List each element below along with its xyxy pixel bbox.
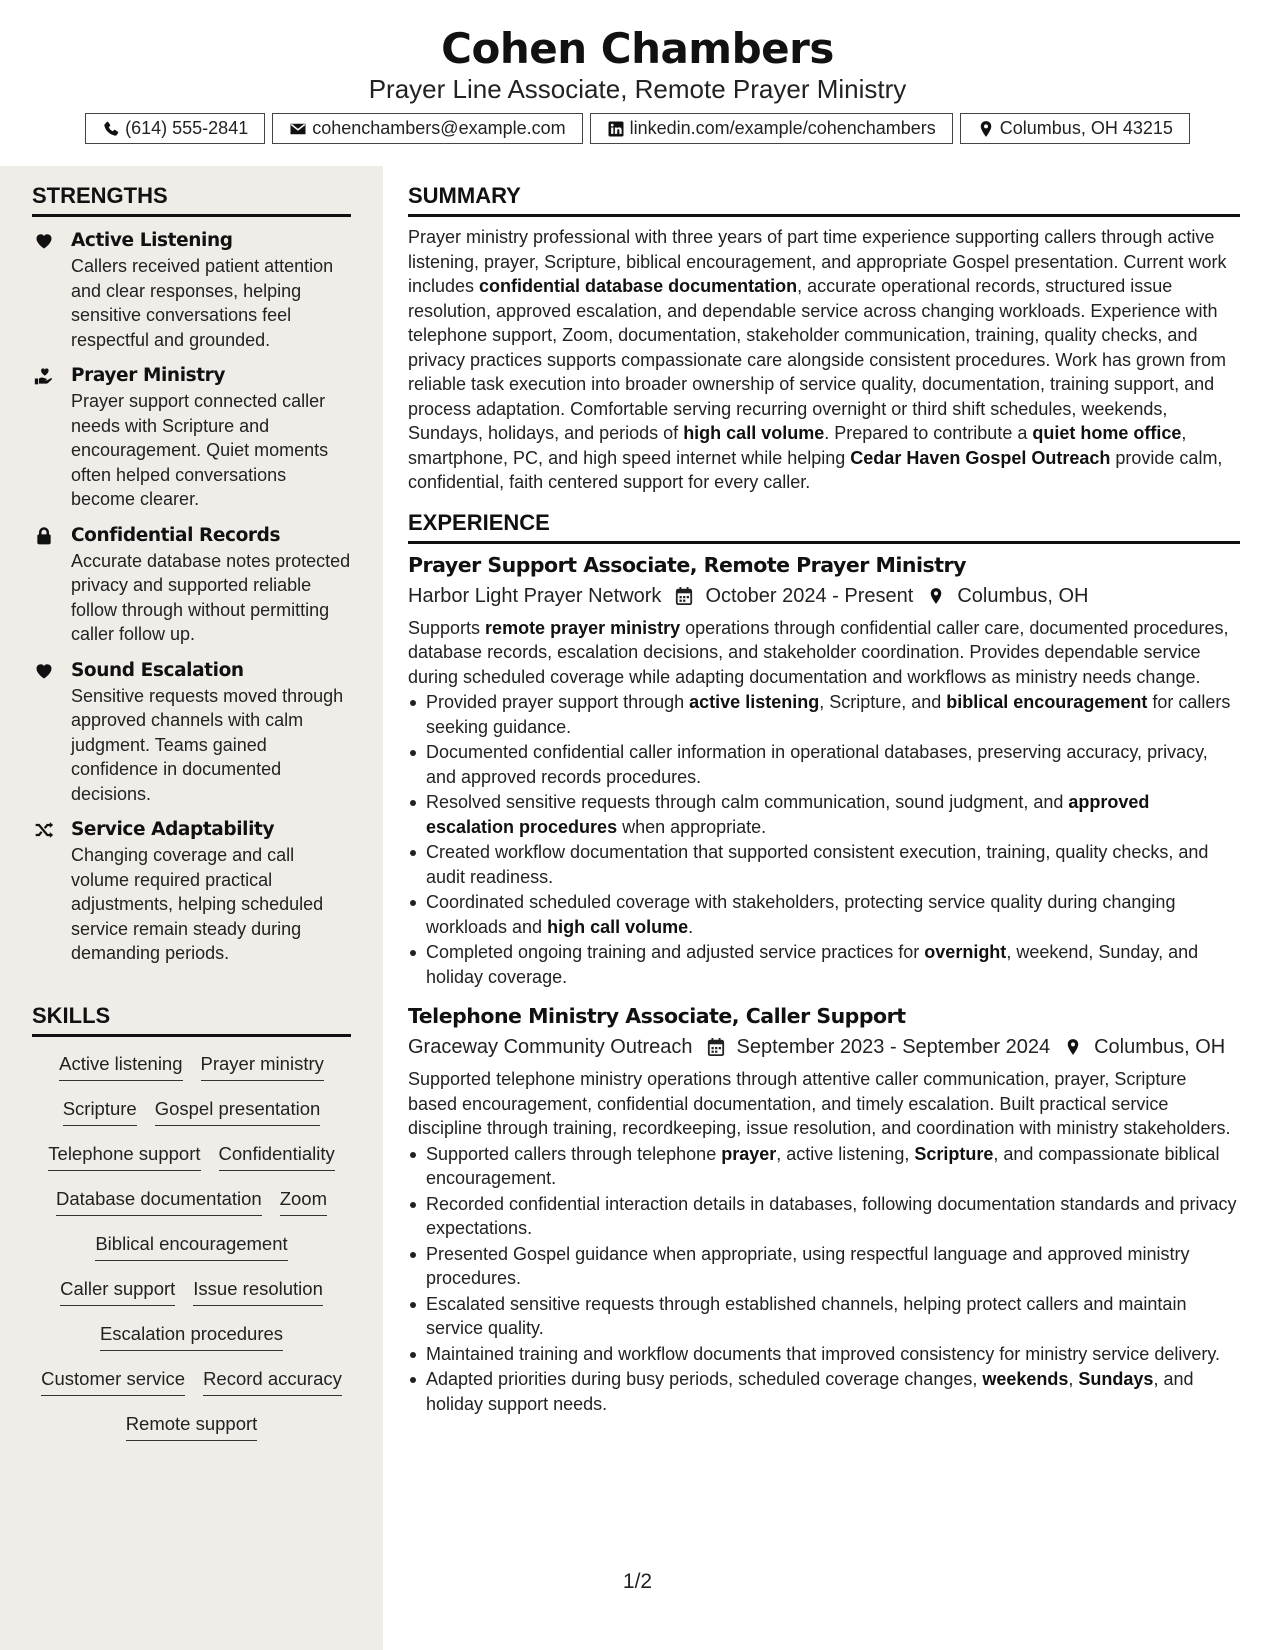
skill-row bbox=[32, 1186, 351, 1231]
strength-title: Confidential Records bbox=[71, 524, 281, 546]
skill-tag: Customer service bbox=[41, 1366, 185, 1396]
job-org: Harbor Light Prayer Network bbox=[408, 584, 662, 607]
skill-tag: Confidentiality bbox=[219, 1141, 335, 1171]
job-title: Telephone Ministry Associate, Caller Support bbox=[408, 1004, 906, 1028]
job-bullet: Presented Gospel guidance when appropriate, using respectful language and approved ministry procedures. bbox=[408, 1242, 1240, 1291]
skill-tag: Issue resolution bbox=[193, 1276, 323, 1306]
email-text: cohenchambers@example.com bbox=[312, 118, 566, 138]
job-entry bbox=[408, 1001, 1240, 1416]
job-org: Graceway Community Outreach bbox=[408, 1036, 693, 1058]
linkedin-text: linkedin.com/example/cohenchambers bbox=[629, 118, 936, 138]
candidate-headline: Prayer Line Associate, Remote Prayer Ministry bbox=[368, 74, 907, 104]
experience-heading: EXPERIENCE bbox=[408, 509, 1240, 544]
resume-header bbox=[0, 0, 1275, 166]
skill-tag: Telephone support bbox=[48, 1141, 200, 1171]
skill-row bbox=[32, 1051, 351, 1096]
envelope-icon bbox=[289, 120, 307, 138]
skill-tag: Gospel presentation bbox=[155, 1096, 321, 1126]
skill-tag: Escalation procedures bbox=[100, 1321, 283, 1351]
job-dates: October 2024 - Present bbox=[705, 584, 914, 607]
skill-row bbox=[32, 1321, 351, 1366]
skill-tag: Record accuracy bbox=[203, 1366, 342, 1396]
skill-tag: Scripture bbox=[63, 1096, 137, 1126]
heart-icon bbox=[34, 661, 54, 681]
job-bullets bbox=[408, 690, 1240, 989]
job-description: Supports remote prayer ministry operations through confidential caller care, documented procedures, database records, escalation decisions, and stakeholder coordination. Provides dependable service during scheduled coverage while adapting documentation and workflows as ministry needs change. bbox=[408, 617, 1229, 687]
strength-item bbox=[32, 523, 351, 647]
job-bullet: Maintained training and workflow documents that improved consistency for ministry service delivery. bbox=[408, 1342, 1240, 1367]
job-bullet: Supported callers through telephone prayer, active listening, Scripture, and compassionate biblical encouragement. bbox=[408, 1142, 1240, 1191]
job-bullet: Resolved sensitive requests through calm communication, sound judgment, and approved escalation procedures when appropriate. bbox=[408, 790, 1240, 839]
job-bullet: Adapted priorities during busy periods, scheduled coverage changes, weekends, Sundays, and holiday support needs. bbox=[408, 1367, 1240, 1416]
hand-holding-heart-icon bbox=[34, 366, 54, 386]
strength-item bbox=[32, 817, 351, 966]
calendar-icon bbox=[675, 586, 693, 606]
job-bullets bbox=[408, 1142, 1240, 1417]
skill-tag: Remote support bbox=[126, 1411, 258, 1441]
job-bullet: Documented confidential caller information in operational databases, preserving accuracy, privacy, and approved records procedures. bbox=[408, 740, 1240, 789]
phone-icon bbox=[102, 120, 120, 138]
map-pin-icon bbox=[1064, 1037, 1082, 1057]
strength-title: Service Adaptability bbox=[71, 819, 275, 840]
skill-row bbox=[32, 1231, 351, 1276]
skill-tag: Zoom bbox=[280, 1186, 327, 1216]
strength-desc: Prayer support connected caller needs with Scripture and encouragement. Quiet moments often helped conversations become clearer. bbox=[71, 391, 329, 509]
strength-desc: Accurate database notes protected privacy and supported reliable follow through without permitting caller follow up. bbox=[71, 550, 351, 644]
heart-icon bbox=[34, 231, 54, 251]
contact-email[interactable] bbox=[272, 113, 582, 144]
contact-phone[interactable] bbox=[85, 113, 265, 144]
contact-location bbox=[960, 113, 1190, 144]
strength-title: Prayer Ministry bbox=[71, 365, 226, 386]
skill-tag: Database documentation bbox=[56, 1186, 262, 1216]
skill-tag: Biblical encouragement bbox=[95, 1231, 287, 1261]
page-number: 1/2 bbox=[622, 1570, 653, 1593]
contact-linkedin[interactable] bbox=[590, 113, 953, 144]
skill-tag: Prayer ministry bbox=[201, 1051, 324, 1081]
strengths-section bbox=[32, 182, 351, 966]
job-meta bbox=[408, 1032, 1240, 1062]
job-meta bbox=[408, 581, 1240, 611]
skills-section bbox=[32, 1002, 351, 1456]
linkedin-icon bbox=[607, 120, 625, 138]
strength-desc: Changing coverage and call volume required practical adjustments, helping scheduled service remain steady during demanding periods. bbox=[71, 845, 324, 963]
shuffle-icon bbox=[34, 820, 54, 840]
map-pin-icon bbox=[927, 586, 945, 606]
strength-title: Sound Escalation bbox=[71, 659, 244, 681]
strength-item bbox=[32, 658, 351, 807]
lock-icon bbox=[34, 526, 54, 546]
summary-heading: SUMMARY bbox=[408, 182, 1240, 217]
skill-row bbox=[32, 1366, 351, 1411]
skills-list bbox=[32, 1051, 351, 1456]
contact-bar bbox=[0, 113, 1275, 144]
sidebar bbox=[0, 166, 383, 1650]
strength-item bbox=[32, 228, 351, 352]
skill-row bbox=[32, 1411, 351, 1456]
skill-row bbox=[32, 1276, 351, 1321]
skills-heading: SKILLS bbox=[32, 1002, 351, 1037]
skill-row bbox=[32, 1141, 351, 1186]
job-title: Prayer Support Associate, Remote Prayer Ministry bbox=[408, 552, 967, 577]
skill-tag: Active listening bbox=[59, 1051, 182, 1081]
phone-text: (614) 555-2841 bbox=[125, 118, 249, 138]
location-text: Columbus, OH 43215 bbox=[999, 118, 1173, 138]
skill-tag: Caller support bbox=[60, 1276, 175, 1306]
summary-text: Prayer ministry professional with three years of part time experience supporting callers through active listening, prayer, Scripture, biblical encouragement, and appropriate Gospel presentation. Current work includes confidential database documentation, accurate operational records, structured issue resolution, approved escalation, and dependable service across changing workloads. Experience with telephone support, Zoom, documentation, stakeholder communication, training, quality checks, and privacy practices supports compassionate care alongside consistent procedures. Work has grown from reliable task execution into broader ownership of service quality, documentation, training support, and process adaptation. Comfortable serving recurring overnight or third shift schedules, weekends, Sundays, holidays, and periods of high call volume. Prepared to contribute a quiet home office, smartphone, PC, and high speed internet while helping Cedar Haven Gospel Outreach provide calm, confidential, faith centered support for every caller. bbox=[408, 227, 1227, 492]
strength-item bbox=[32, 363, 351, 512]
job-bullet: Created workflow documentation that supported consistent execution, training, quality checks, and audit readiness. bbox=[408, 840, 1240, 889]
strength-title: Active Listening bbox=[71, 230, 233, 251]
candidate-name: Cohen Chambers bbox=[441, 24, 834, 73]
strength-desc: Sensitive requests moved through approved channels with calm judgment. Teams gained confidence in documented decisions. bbox=[71, 685, 344, 804]
calendar-icon bbox=[707, 1037, 725, 1057]
job-location: Columbus, OH bbox=[1094, 1036, 1226, 1058]
job-bullet: Recorded confidential interaction details in databases, following documentation standards and privacy expectations. bbox=[408, 1192, 1240, 1241]
job-dates: September 2023 - September 2024 bbox=[736, 1036, 1051, 1058]
strength-desc: Callers received patient attention and clear responses, helping sensitive conversations feel respectful and grounded. bbox=[71, 256, 334, 350]
map-pin-icon bbox=[977, 120, 995, 138]
job-entry bbox=[408, 550, 1240, 990]
job-bullet: Completed ongoing training and adjusted service practices for overnight, weekend, Sunday, and holiday coverage. bbox=[408, 940, 1240, 989]
skill-row bbox=[32, 1096, 351, 1141]
job-location: Columbus, OH bbox=[957, 584, 1089, 607]
job-description: Supported telephone ministry operations through attentive caller communication, prayer, Scripture based encouragement, confidential documentation, and timely escalation. Built practical service discipline through training, recordkeeping, issue resolution, and coordination with ministry stakeholders. bbox=[408, 1069, 1231, 1138]
job-bullet: Provided prayer support through active listening, Scripture, and biblical encouragement for callers seeking guidance. bbox=[408, 690, 1240, 739]
job-bullet: Coordinated scheduled coverage with stakeholders, protecting service quality during changing workloads and high call volume. bbox=[408, 890, 1240, 939]
main-column bbox=[408, 182, 1240, 1417]
strengths-heading: STRENGTHS bbox=[32, 182, 351, 217]
job-bullet: Escalated sensitive requests through established channels, helping protect callers and maintain service quality. bbox=[408, 1292, 1240, 1341]
